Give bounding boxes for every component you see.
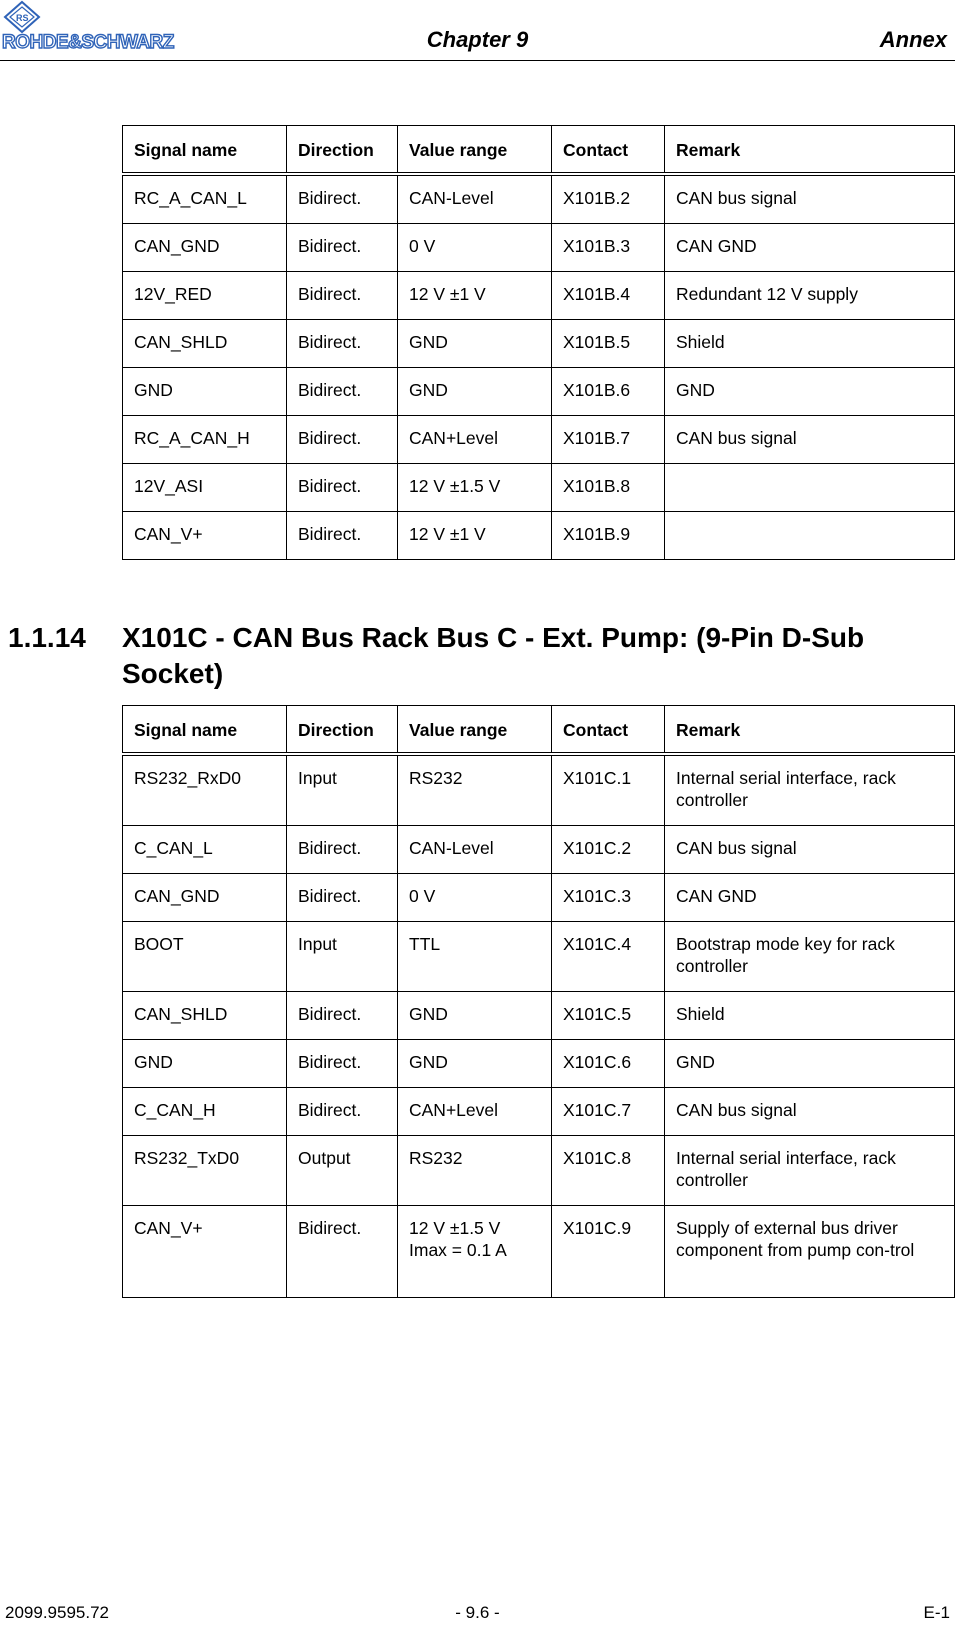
cell-value-range-text: GND <box>409 379 448 400</box>
cell-remark-text: Bootstrap mode key for rack controller <box>676 933 895 976</box>
table-row <box>123 415 955 463</box>
cell-contact-text: X101B.4 <box>563 283 631 304</box>
cell-contact <box>552 223 665 271</box>
cell-direction <box>287 415 398 463</box>
cell-value-range-text: 12 V ±1 V <box>409 283 486 304</box>
cell-signal-name <box>123 367 287 415</box>
cell-remark-text: Redundant 12 V supply <box>676 283 858 304</box>
cell-contact-text: X101B.2 <box>563 187 631 208</box>
cell-contact <box>552 991 665 1039</box>
col-header-signal-name: Signal name <box>123 706 287 754</box>
cell-remark <box>665 271 955 319</box>
col-header-value-range: Value range <box>398 126 552 174</box>
cell-value-range-text: CAN+Level <box>409 1099 499 1120</box>
cell-remark <box>665 825 955 873</box>
table-row <box>123 1087 955 1135</box>
cell-value-range-text: RS232 <box>409 1147 463 1168</box>
table-row <box>123 1135 955 1205</box>
cell-signal-name-text: GND <box>134 379 173 400</box>
cell-contact-text: X101B.8 <box>563 475 631 496</box>
table-row <box>123 921 955 991</box>
cell-direction <box>287 174 398 224</box>
cell-remark <box>665 223 955 271</box>
cell-value-range <box>398 1205 552 1297</box>
cell-value-range <box>398 873 552 921</box>
cell-direction-text: Bidirect. <box>298 523 362 544</box>
cell-remark-text: CAN GND <box>676 885 757 906</box>
cell-signal-name <box>123 223 287 271</box>
rohde-schwarz-logo <box>2 2 224 54</box>
cell-signal-name <box>123 991 287 1039</box>
cell-signal-name <box>123 1039 287 1087</box>
cell-contact <box>552 415 665 463</box>
cell-contact-text: X101B.9 <box>563 523 631 544</box>
cell-signal-name-text: 12V_ASI <box>134 475 204 496</box>
cell-value-range-text: CAN+Level <box>409 427 499 448</box>
cell-value-range <box>398 367 552 415</box>
cell-value-range <box>398 825 552 873</box>
cell-direction-text: Input <box>298 767 337 788</box>
cell-direction-text: Bidirect. <box>298 379 362 400</box>
cell-value-range <box>398 754 552 826</box>
cell-value-range-text: GND <box>409 1051 448 1072</box>
col-header-signal-name: Signal name <box>123 126 287 174</box>
cell-contact-text: X101C.5 <box>563 1003 632 1024</box>
cell-contact-text: X101C.8 <box>563 1147 632 1168</box>
cell-contact <box>552 825 665 873</box>
cell-value-range <box>398 1135 552 1205</box>
cell-value-range <box>398 991 552 1039</box>
page-number: - 9.6 - <box>455 1603 500 1622</box>
cell-value-range <box>398 1039 552 1087</box>
svg-text:RS: RS <box>16 13 29 23</box>
cell-direction <box>287 1039 398 1087</box>
cell-direction <box>287 511 398 559</box>
cell-signal-name-text: C_CAN_L <box>134 837 213 858</box>
page-id: E-1 <box>923 1603 950 1622</box>
cell-signal-name-text: CAN_V+ <box>134 1217 203 1238</box>
cell-contact-text: X101C.1 <box>563 767 632 788</box>
table-row <box>123 1039 955 1087</box>
cell-direction <box>287 1135 398 1205</box>
cell-value-range <box>398 921 552 991</box>
cell-signal-name <box>123 1087 287 1135</box>
cell-signal-name <box>123 174 287 224</box>
cell-signal-name <box>123 463 287 511</box>
table-body <box>123 754 955 1298</box>
cell-contact <box>552 1087 665 1135</box>
cell-direction <box>287 1087 398 1135</box>
cell-remark-text: Supply of external bus driver component from pump con-trol <box>676 1217 915 1260</box>
section-label: Annex <box>879 27 947 52</box>
col-header-remark: Remark <box>665 126 955 174</box>
cell-contact-text: X101C.7 <box>563 1099 632 1120</box>
cell-signal-name <box>123 511 287 559</box>
page-header <box>0 0 955 62</box>
cell-direction <box>287 991 398 1039</box>
cell-value-range-text: 0 V <box>409 235 436 256</box>
cell-value-range <box>398 174 552 224</box>
cell-contact-text: X101C.6 <box>563 1051 632 1072</box>
cell-remark <box>665 991 955 1039</box>
table-row <box>123 367 955 415</box>
cell-signal-name-text: GND <box>134 1051 173 1072</box>
cell-value-range <box>398 1087 552 1135</box>
cell-value-range-text: RS232 <box>409 767 463 788</box>
document-number: 2099.9595.72 <box>5 1603 109 1622</box>
table-row <box>123 1205 955 1297</box>
cell-contact <box>552 873 665 921</box>
cell-value-range-text: 0 V <box>409 885 436 906</box>
cell-signal-name <box>123 921 287 991</box>
cell-contact-text: X101C.3 <box>563 885 632 906</box>
cell-value-range-line2: Imax = 0.1 A <box>409 1239 507 1260</box>
cell-signal-name-text: 12V_RED <box>134 283 212 304</box>
cell-contact-text: X101B.6 <box>563 379 631 400</box>
cell-remark <box>665 415 955 463</box>
cell-value-range-text: GND <box>409 1003 448 1024</box>
cell-direction-text: Bidirect. <box>298 427 362 448</box>
cell-contact <box>552 1135 665 1205</box>
cell-signal-name-text: C_CAN_H <box>134 1099 216 1120</box>
cell-direction-text: Bidirect. <box>298 187 362 208</box>
cell-remark-text: CAN bus signal <box>676 837 797 858</box>
cell-remark-text: Internal serial interface, rack controller <box>676 1147 896 1190</box>
table-row <box>123 463 955 511</box>
cell-value-range-text: CAN-Level <box>409 187 494 208</box>
cell-signal-name <box>123 1205 287 1297</box>
cell-direction-text: Bidirect. <box>298 885 362 906</box>
cell-remark-text: CAN bus signal <box>676 1099 797 1120</box>
cell-value-range <box>398 415 552 463</box>
cell-remark-text: Internal serial interface, rack controller <box>676 767 896 810</box>
cell-direction-text: Bidirect. <box>298 475 362 496</box>
cell-contact <box>552 511 665 559</box>
cell-signal-name-text: BOOT <box>134 933 184 954</box>
cell-signal-name-text: CAN_V+ <box>134 523 203 544</box>
cell-direction <box>287 223 398 271</box>
cell-contact <box>552 754 665 826</box>
cell-direction <box>287 463 398 511</box>
cell-direction-text: Bidirect. <box>298 1099 362 1120</box>
cell-direction <box>287 754 398 826</box>
cell-value-range <box>398 223 552 271</box>
cell-contact <box>552 1205 665 1297</box>
cell-direction <box>287 1205 398 1297</box>
col-header-contact: Contact <box>552 706 665 754</box>
cell-signal-name-text: CAN_GND <box>134 885 220 906</box>
col-header-contact: Contact <box>552 126 665 174</box>
table-row <box>123 511 955 559</box>
cell-remark <box>665 367 955 415</box>
cell-contact <box>552 271 665 319</box>
cell-contact <box>552 463 665 511</box>
cell-remark <box>665 511 955 559</box>
cell-remark-text: GND <box>676 379 715 400</box>
cell-remark-text: CAN GND <box>676 235 757 256</box>
cell-signal-name-text: RS232_RxD0 <box>134 767 241 788</box>
table-row <box>123 825 955 873</box>
table-row <box>123 873 955 921</box>
cell-contact <box>552 921 665 991</box>
chapter-title: Chapter 9 <box>426 27 529 52</box>
cell-remark <box>665 1135 955 1205</box>
cell-direction-text: Input <box>298 933 337 954</box>
cell-value-range <box>398 511 552 559</box>
cell-remark-text: GND <box>676 1051 715 1072</box>
cell-contact-text: X101B.3 <box>563 235 631 256</box>
cell-contact-text: X101B.5 <box>563 331 631 352</box>
cell-signal-name-text: RC_A_CAN_H <box>134 427 250 448</box>
cell-remark <box>665 463 955 511</box>
table-row <box>123 991 955 1039</box>
cell-direction-text: Output <box>298 1147 351 1168</box>
cell-remark-text: CAN bus signal <box>676 427 797 448</box>
cell-value-range <box>398 271 552 319</box>
cell-remark <box>665 1039 955 1087</box>
cell-signal-name <box>123 825 287 873</box>
cell-signal-name <box>123 873 287 921</box>
cell-remark <box>665 319 955 367</box>
cell-value-range-text: 12 V ±1.5 V <box>409 475 501 496</box>
cell-remark <box>665 873 955 921</box>
cell-remark-text: CAN bus signal <box>676 187 797 208</box>
cell-value-range-text: TTL <box>409 933 441 954</box>
cell-signal-name <box>123 319 287 367</box>
cell-direction <box>287 825 398 873</box>
col-header-direction: Direction <box>287 706 398 754</box>
cell-value-range <box>398 463 552 511</box>
cell-value-range-text: GND <box>409 331 448 352</box>
cell-contact <box>552 319 665 367</box>
cell-direction <box>287 873 398 921</box>
cell-remark <box>665 1087 955 1135</box>
cell-direction-text: Bidirect. <box>298 1003 362 1024</box>
cell-value-range-text: 12 V ±1 V <box>409 523 486 544</box>
brand-name: ROHDE&SCHWARZ <box>2 32 174 53</box>
cell-direction-text: Bidirect. <box>298 837 362 858</box>
cell-direction <box>287 921 398 991</box>
cell-remark <box>665 921 955 991</box>
x101b-signal-table <box>122 125 955 560</box>
cell-signal-name-text: RC_A_CAN_L <box>134 187 247 208</box>
cell-contact-text: X101C.9 <box>563 1217 632 1238</box>
cell-direction <box>287 271 398 319</box>
table-row <box>123 174 955 224</box>
col-header-value-range: Value range <box>398 706 552 754</box>
cell-signal-name <box>123 415 287 463</box>
cell-remark <box>665 754 955 826</box>
cell-direction <box>287 367 398 415</box>
cell-signal-name <box>123 271 287 319</box>
cell-direction-text: Bidirect. <box>298 331 362 352</box>
cell-direction-text: Bidirect. <box>298 1217 362 1238</box>
table-body <box>123 174 955 560</box>
table-row <box>123 271 955 319</box>
header-divider <box>0 60 955 61</box>
cell-signal-name <box>123 1135 287 1205</box>
cell-direction-text: Bidirect. <box>298 235 362 256</box>
cell-contact-text: X101C.2 <box>563 837 632 858</box>
cell-signal-name-text: CAN_SHLD <box>134 331 228 352</box>
table-row <box>123 223 955 271</box>
cell-direction-text: Bidirect. <box>298 1051 362 1072</box>
cell-value-range-text: CAN-Level <box>409 837 494 858</box>
cell-signal-name-text: CAN_GND <box>134 235 220 256</box>
cell-contact <box>552 1039 665 1087</box>
col-header-direction: Direction <box>287 126 398 174</box>
col-header-remark: Remark <box>665 706 955 754</box>
x101c-signal-table <box>122 705 955 1298</box>
cell-direction-text: Bidirect. <box>298 283 362 304</box>
cell-contact-text: X101B.7 <box>563 427 631 448</box>
section-number: 1.1.14 <box>8 622 86 653</box>
cell-contact-text: X101C.4 <box>563 933 632 954</box>
cell-contact <box>552 367 665 415</box>
cell-contact <box>552 174 665 224</box>
table-row <box>123 754 955 826</box>
table-header-row <box>123 706 955 754</box>
cell-signal-name-text: CAN_SHLD <box>134 1003 228 1024</box>
cell-value-range-text: 12 V ±1.5 V <box>409 1217 501 1238</box>
cell-signal-name <box>123 754 287 826</box>
cell-value-range <box>398 319 552 367</box>
table-row <box>123 319 955 367</box>
cell-remark-text: Shield <box>676 1003 725 1024</box>
section-title: X101C - CAN Bus Rack Bus C - Ext. Pump: (9-Pin D-Sub Socket) <box>122 622 865 689</box>
cell-remark <box>665 1205 955 1297</box>
cell-signal-name-text: RS232_TxD0 <box>134 1147 240 1168</box>
cell-remark-text: Shield <box>676 331 725 352</box>
rs-diamond-icon <box>2 0 42 34</box>
cell-remark <box>665 174 955 224</box>
table-header-row <box>123 126 955 174</box>
cell-direction <box>287 319 398 367</box>
